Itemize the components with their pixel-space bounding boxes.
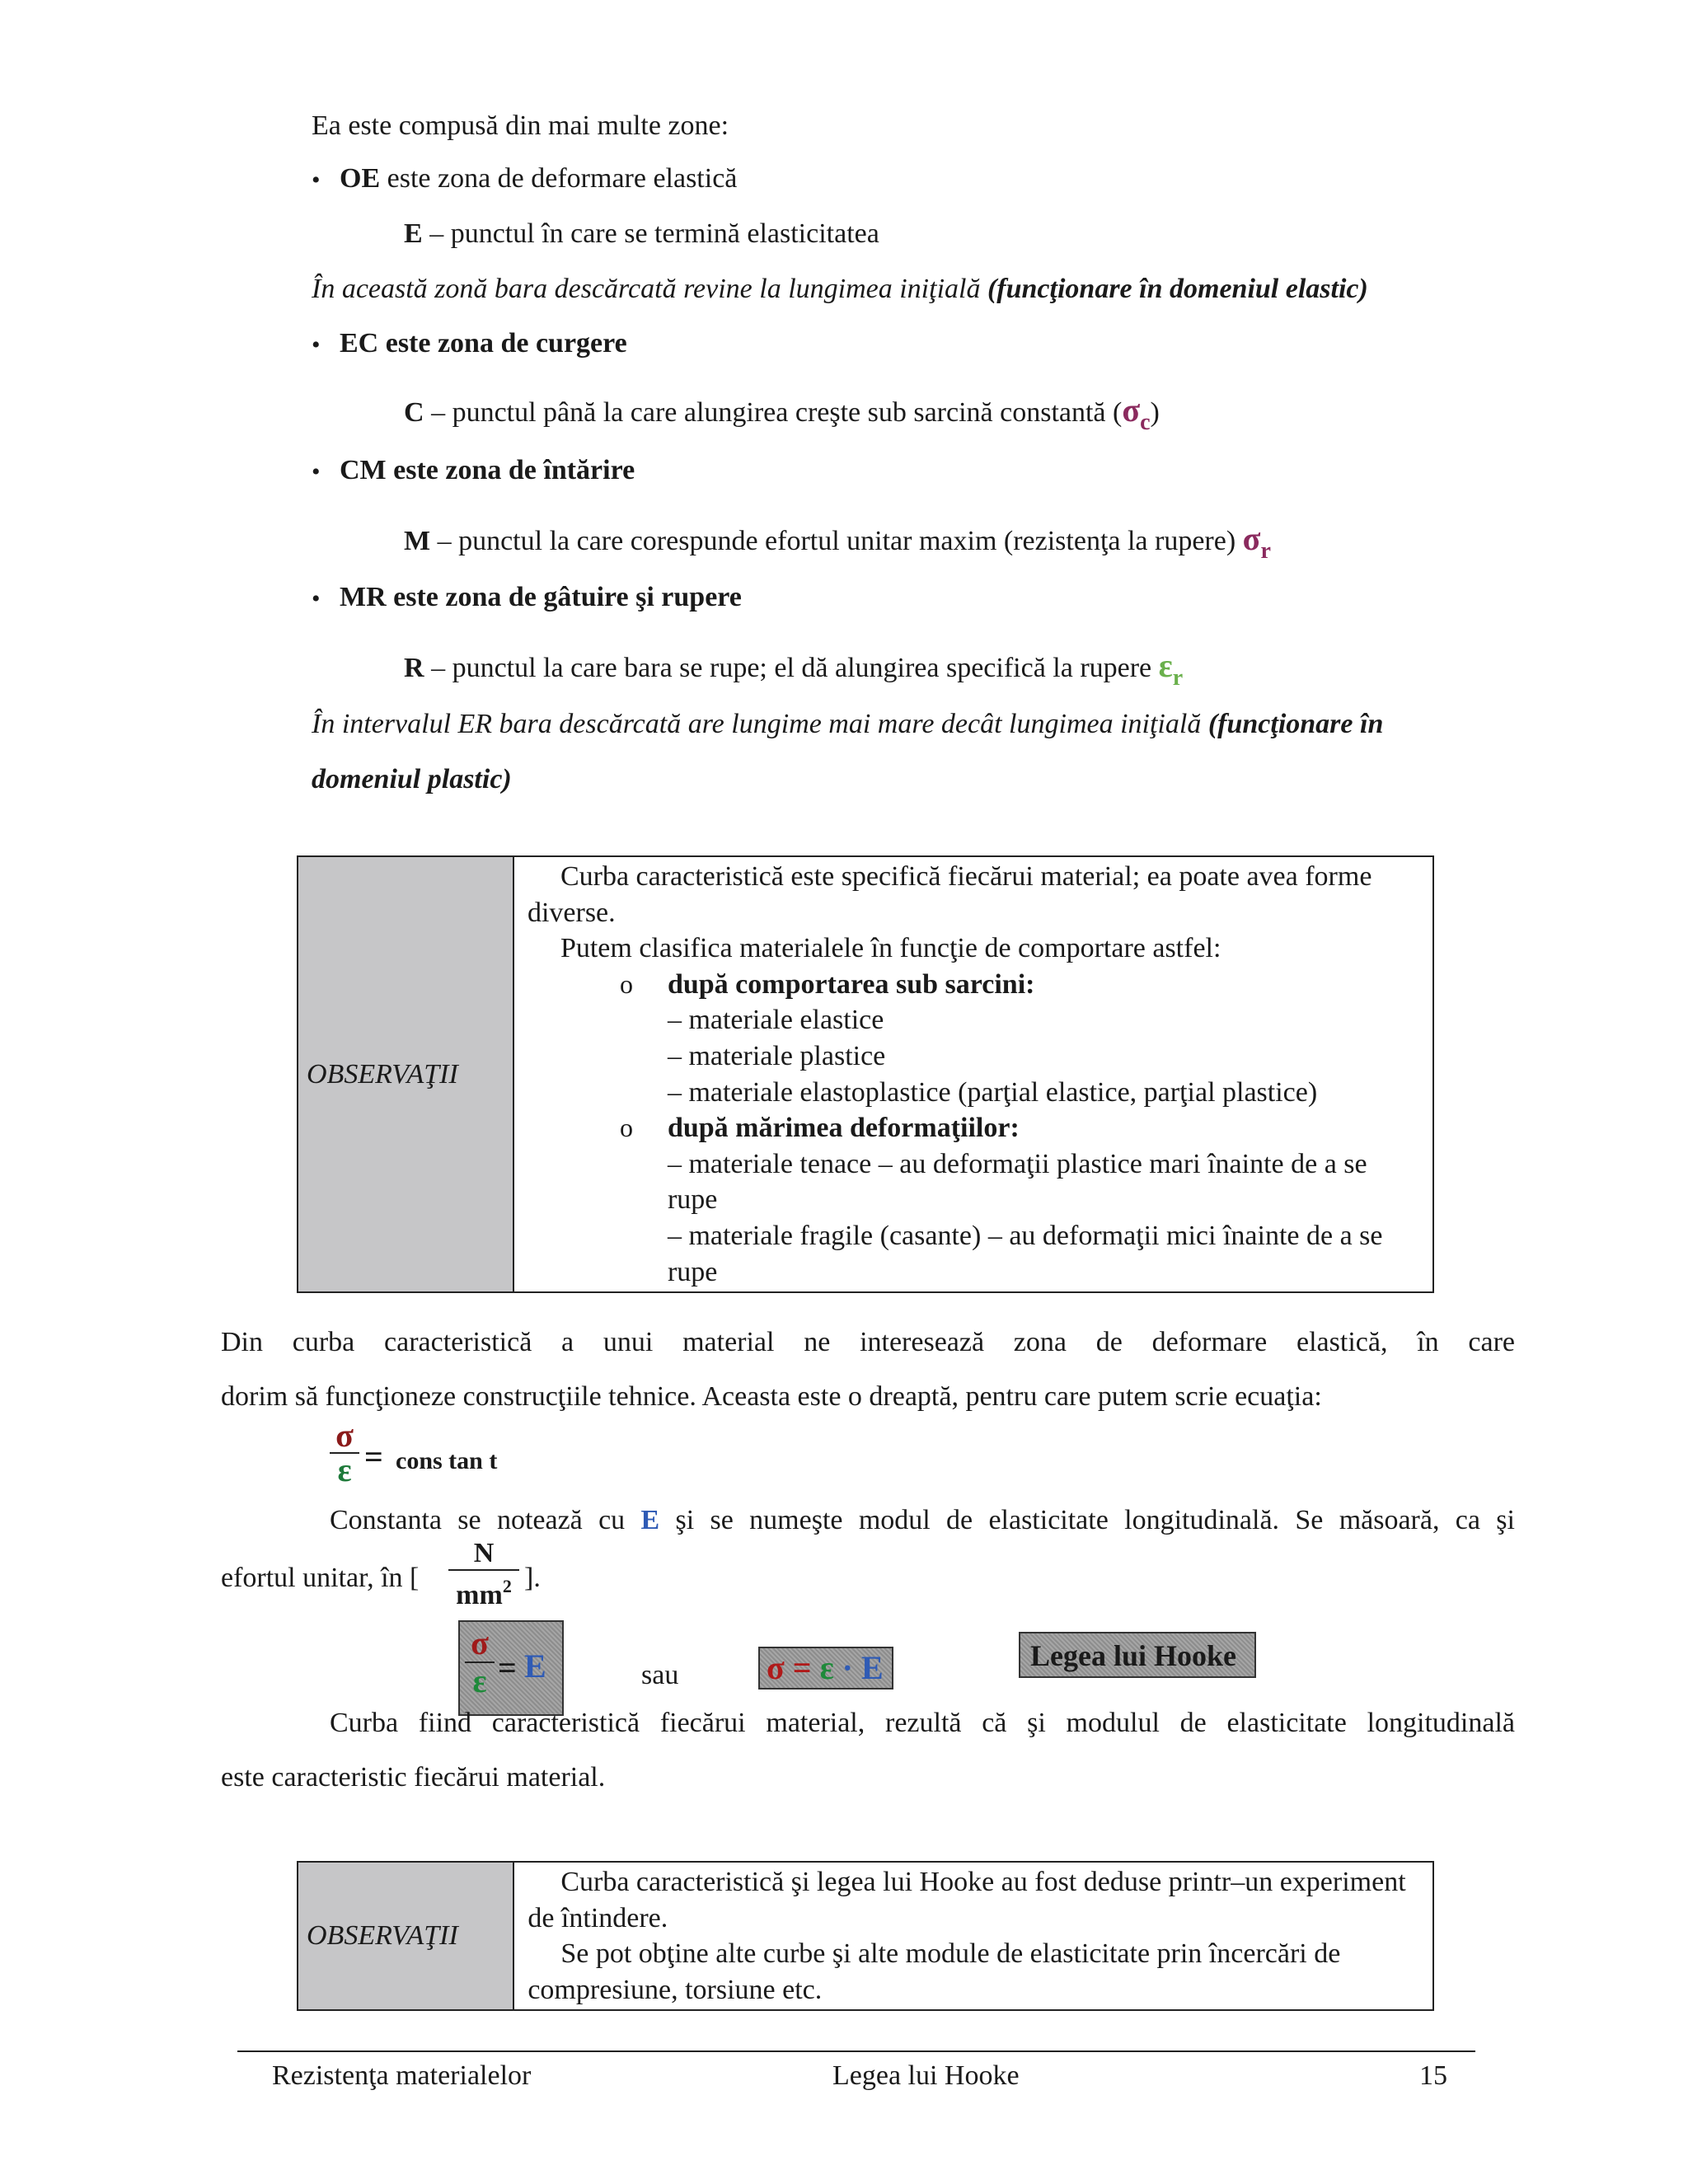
sigma-symbol: σ	[471, 1624, 489, 1661]
sigma-r-subscript: r	[1260, 538, 1271, 564]
observations-body	[513, 1862, 1433, 2010]
unit-den-text: mm	[456, 1580, 503, 1610]
plastic-note-text: În intervalul ER bara descărcată are lungime mai mare decât lungimea iniţială	[312, 709, 1208, 739]
paragraph-2-text-b: şi se numeşte modul de elasticitate longitudinală. Se măsoară, ca şi	[659, 1505, 1515, 1535]
zone-oe	[340, 163, 737, 194]
point-m	[404, 519, 1271, 565]
point-c-close: )	[1150, 397, 1160, 428]
paragraph-1: Din curba caracteristică a unui material ne interesează zona de deformare elastică, în care	[221, 1327, 1515, 1357]
obs-paragraph: Putem clasifica materialele în funcţie de comportare astfel:	[560, 933, 1221, 964]
list-item: – materiale plastice	[667, 1040, 886, 1071]
point-c-text: – punctul până la care alungirea creşte sub sarcină constantă (	[424, 397, 1123, 428]
epsilon-symbol: ε	[1158, 647, 1173, 684]
hooke-fraction-box	[458, 1620, 564, 1716]
bullet-icon: •	[312, 331, 321, 359]
circle-bullet-icon: o	[619, 968, 633, 999]
constant-text: cons tan t	[396, 1447, 498, 1474]
obs-paragraph: Curba caracteristică şi legea lui Hooke au fost deduse printr–un experiment de întindere.	[528, 1867, 1406, 1933]
paragraph-3: Curba fiind caracteristică fiecărui material, rezultă că şi modulul de elasticitate longitudinală	[330, 1708, 1515, 1738]
point-e-text: – punctul în care se termină elasticitatea	[422, 218, 879, 249]
elastic-note-text: În această zonă bara descărcată revine la lungimea iniţială	[312, 274, 987, 304]
elastic-note	[312, 274, 1368, 305]
point-m-code: M	[404, 526, 431, 556]
paragraph-2-text-a: Constanta se notează cu	[330, 1505, 641, 1535]
footer-chapter-title: Legea lui Hooke	[832, 2060, 1020, 2091]
paragraph-2-cont: efortul unitar, în [	[221, 1563, 420, 1593]
modulus-e-symbol: E	[861, 1649, 884, 1686]
obs-paragraph: Curba caracteristică este specifică fiecărui material; ea poate avea forme diverse.	[527, 861, 1372, 928]
footer-book-title: Rezistenţa materialelor	[272, 2060, 532, 2091]
list-item: – materiale fragile (casante) – au deformaţii mici înainte de a se rupe	[667, 1220, 1383, 1287]
circle-bullet-icon: o	[619, 1113, 633, 1143]
obs-option-label: după mărimea deformaţiilor:	[667, 1113, 1020, 1144]
observations-body	[513, 856, 1433, 1292]
zone-mr: MR este zona de gâtuire şi rupere	[340, 582, 742, 612]
elastic-note-bold: (funcţionare în domeniul elastic)	[987, 274, 1368, 304]
list-item: – materiale elastoplastice (parţial elastice, parţial plastice)	[667, 1076, 1318, 1108]
sigma-c-subscript: c	[1140, 410, 1151, 435]
obs-paragraph: Se pot obţine alte curbe şi alte module de elasticitate prin încercări de compresiune, torsiune etc.	[528, 1938, 1341, 2005]
hooke-law-label: Legea lui Hooke	[1030, 1639, 1236, 1672]
observations-label: OBSERVAŢII	[298, 1862, 513, 2010]
sigma-symbol: σ	[767, 1649, 785, 1686]
plastic-note	[312, 709, 1383, 740]
hooke-product-box	[758, 1647, 893, 1690]
observations-table-2	[297, 1861, 1434, 2011]
point-r	[404, 646, 1183, 691]
obs-option-1	[528, 967, 1423, 1003]
paragraph-2-line	[330, 1505, 1515, 1536]
point-c-code: C	[404, 397, 424, 428]
point-r-code: R	[404, 653, 424, 683]
bullet-icon: •	[312, 585, 321, 612]
list-item: – materiale tenace – au deformaţii plastice mari înainte de a se rupe	[667, 1148, 1367, 1216]
plastic-note-cont: domeniul plastic)	[312, 764, 512, 794]
point-e-code: E	[404, 218, 423, 249]
plastic-note-bold: (funcţionare în	[1207, 709, 1384, 739]
point-r-text: – punctul la care bara se rupe; el dă alungirea specifică la rupere	[424, 653, 1159, 683]
equals-sign: =	[364, 1438, 383, 1475]
intro-line: Ea este compusă din mai multe zone:	[312, 110, 729, 141]
point-e	[404, 218, 879, 250]
zone-cm: CM este zona de întărire	[340, 455, 635, 485]
zone-oe-code: OE	[340, 163, 381, 194]
zone-ec: EC este zona de curgere	[340, 328, 627, 359]
paragraph-2	[330, 1505, 1515, 1536]
list-item: – materiale elastice	[667, 1005, 884, 1036]
epsilon-symbol: ε	[337, 1451, 352, 1488]
unit-numerator: N	[473, 1538, 495, 1568]
epsilon-symbol: ε	[472, 1662, 487, 1699]
paragraph-1-cont: dorim să funcţioneze construcţiile tehnice. Aceasta este o dreaptă, pentru care putem scrie ecuaţia:	[221, 1381, 1322, 1412]
epsilon-symbol: ε	[819, 1649, 834, 1686]
sigma-symbol: σ	[1122, 391, 1141, 429]
epsilon-r-subscript: r	[1172, 665, 1184, 691]
sigma-symbol: σ	[1242, 520, 1261, 557]
paragraph-2-close: ].	[524, 1563, 541, 1593]
point-c	[404, 391, 1160, 436]
modulus-e-symbol: E	[640, 1505, 660, 1535]
hooke-product-formula	[767, 1650, 884, 1686]
hooke-law-label-box	[1019, 1632, 1256, 1678]
or-word: sau	[641, 1660, 679, 1690]
sigma-epsilon-fraction	[330, 1419, 359, 1487]
obs-option-label: după comportarea sub sarcini:	[667, 968, 1035, 1000]
observations-label: OBSERVAŢII	[298, 856, 513, 1292]
modulus-e-symbol: E	[524, 1647, 546, 1685]
unit-denominator	[448, 1571, 519, 1611]
observations-table-1	[297, 855, 1434, 1293]
bullet-icon: •	[312, 458, 321, 485]
sigma-symbol: σ	[335, 1417, 354, 1454]
unit-exponent: 2	[502, 1576, 512, 1596]
equals-sign: =	[498, 1649, 517, 1686]
page-number: 15	[1419, 2060, 1447, 2091]
obs-option-2	[528, 1110, 1423, 1146]
zone-oe-text: este zona de deformare elastică	[380, 163, 738, 194]
paragraph-3-cont: este caracteristic fiecărui material.	[221, 1762, 606, 1793]
footer-divider	[237, 2050, 1475, 2052]
dot-operator: ·	[842, 1649, 853, 1686]
equals-sign: =	[792, 1649, 812, 1686]
bullet-icon: •	[312, 166, 321, 194]
point-m-text: – punctul la care corespunde efortul unitar maxim (rezistenţa la rupere)	[430, 526, 1243, 556]
unit-fraction	[448, 1538, 519, 1611]
